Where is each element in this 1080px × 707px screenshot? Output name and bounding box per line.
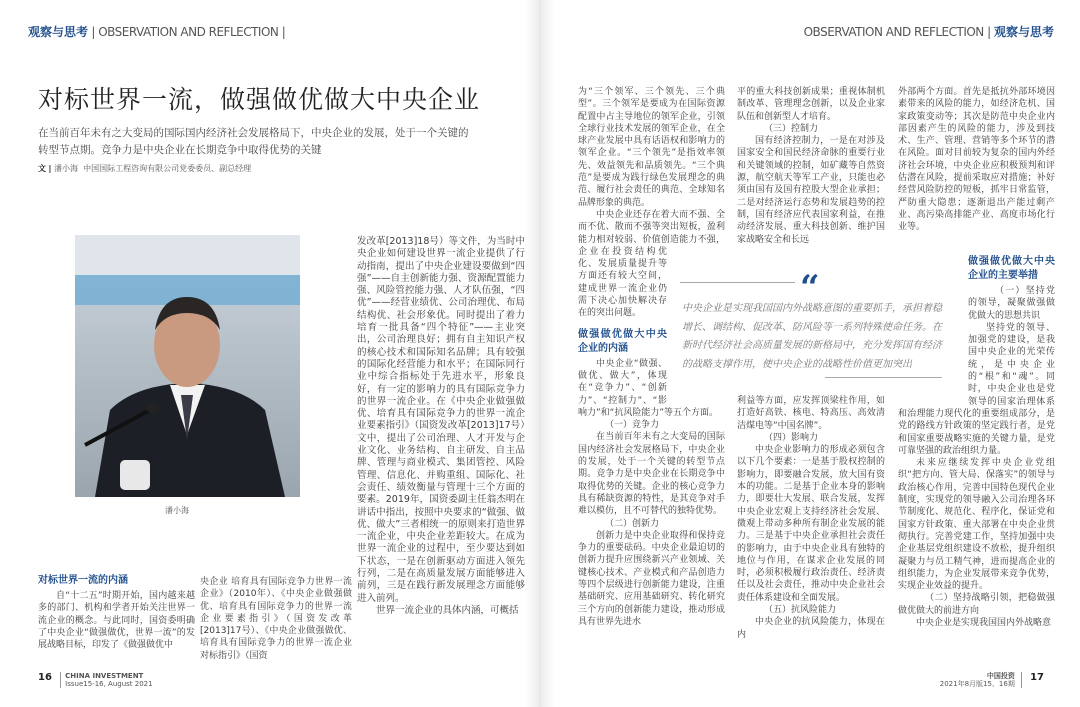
section-heading: 做强做优做大中央企业的主要举措 [968, 256, 1055, 281]
subsection-heading: （二）创新力 [605, 518, 660, 529]
quote-rule-bottom [825, 377, 942, 378]
paragraph: 未来应继续发挥中央企业党组织“把方向、管大局、保落实”的领导与政治核心作用，完善中国特色现代企业制度，实现党的领导融入公司治理各环节制度化、规范化、程序化，保证党和国家方针政策、重大部署在中央企业贯彻执行。完善党建工作，坚持加强中央企业基层党组织建设不放松，提升组织凝聚力与员工精气神，进而提高企业的组织能力，为企业发展带来竞争优势，实现企业效益的提升。 [898, 458, 1055, 592]
paragraph: 发改革[2013]18号）等文件，为当时中央企业如何建设世界一流企业提供了行动指南，提出了中央企业建设要做到“四强”——自主创新能力强、资源配置能力强、风险管控能力强、人才队伍强，“四优”——经营业绩优、公司治理优、布局结构优、社会形象优。同时提出了着力培育一批具备“四个特征”——主业突出，公司治理良好；拥有自主知识产权的核心技术和国际知名品牌；具有较强的国际化经营能力和水平；在国际同行业中综合指标处于先进水平，形象良好，有一定的影响力的具有国际竞争力的世界一流企业。在《中央企业做强做优、培育具有国际竞争力的世界一流企业要素指引》（国资发改革[2013]17号）文中，提出了公司治理、人才开发与企业文化、业务结构、自主研发、自主品牌、管理与商业模式、集团管控、风险管理、信息化、并购重组、国际化、社会责任、绩效衡量与管理十三个方面的要素。2019年，国资委副主任翁杰明在讲话中指出，按照中央要求的“做强、做优、做大”三者相统一的原则来打造世界一流企业，中央企业差距较大。在成为世界一流企业的过程中，至少要达到如下状态，一是在创新驱动方面进入领先行列，二是在高质量发展方面能够进入前列，三是在践行新发展理念方面能够进入前列。 [357, 236, 525, 604]
paragraph: 中央企业是实现我国国内外战略意 [916, 618, 1052, 629]
paragraph: 为“三个领军、三个领先、三个典型”。三个领军是要成为在国际资源配置中占主导地位的领军企业，引领全球行业技术发展的领军企业，在全球产业发展中具有话语权和影响力的领军企业。“三个领先”是指效率领先、效益领先和品质领先。“三个典范”是要成为践行绿色发展理念的典范、履行社会责任的典范、全球知名品牌形象的典范。 [578, 87, 725, 208]
issue-info: 2021年8月版15、16期 [939, 680, 1015, 688]
column-right-2-top [737, 86, 885, 245]
page-number: 16 [38, 672, 52, 683]
paragraph: 央企业 培育具有国际竞争力世界一流企业》（2010年）、《中央企业做强做优、培育具有国际竞争力的世界一流企业要素指引》（国资发改革[2013]17号）、《中央企业做强做优、培育具有国际竞争力的世界一流企业对标指引》（国资 [200, 577, 352, 661]
column-right-3-top [898, 86, 1055, 233]
issue-info: Issue15-16, August 2021 [65, 680, 153, 688]
paragraph: 自“十二五”时期开始，国内越来越多的部门、机构和学者开始关注世界一流企业的概念。与此同时，国资委明确了中央企业“做强做优，世界一流”的发展战略目标，印发了《做强做优中 [38, 591, 195, 651]
paragraph: 外部两个方面。首先是抵抗外部环境因素带来的风险的能力，如经济危机、国家政策变动等；其次是防范中央企业内部因素产生的风险的能力，涉及到技术、生产、管理、营销等多个环节的潜在风险。面对目前较为复杂的国内外经济社会环境，中央企业应积极预判和评估潜在风险，提前采取应对措施；补好经营风险防控的短板，抓牢日常监管，严防重大隐患；逐渐退出产能过剩产业、高污染高排能产业、高度市场化行业等。 [898, 87, 1055, 233]
section-name-cn: 观察与思考 [993, 25, 1054, 39]
paragraph: 中央企业影响力的形成必须包含以下几个要素：一是基于股权控制的影响力，即要融合发展，放大国有资本的功能。二是基于企业本身的影响力，即要壮大发展、联合发展，发挥中央企业宏观上支持经济社会发展、微观上带动多种所有制企业发展的能力。三是基于中央企业承担社会责任的影响力，由于中央企业具有独特的地位与作用，在谋求企业发展的同时，必须积极履行政治责任、经济责任以及社会责任，推动中央企业社会责任体系建设和全面发展。 [737, 445, 885, 603]
article-title: 对标世界一流，做强做优做大中央企业 [38, 85, 481, 114]
paragraph: 国有经济控制力，一是在对涉及国家安全和国民经济命脉的重要行业和关键领域的控制，如矿藏等自然资源，航空航天等军工产业，只能也必须由国有及国有控股大型企业承担；二是对经济运行态势和发展趋势的控制，国有经济应代表国家利益，在推动经济发展、重大科技创新、维护国家战略安全和长远 [737, 136, 885, 245]
author-name: 潘小海 [54, 164, 79, 173]
section-header-left [28, 23, 285, 40]
section-name-cn: 观察与思考 [28, 25, 89, 39]
photo-caption: 潘小海 [165, 506, 189, 515]
pull-quote-text: 中央企业是实现我国国内外战略意图的重要抓手，承担着稳增长、调结构、促改革、防风险等一系列特殊使命任务。在新时代经济社会高质量发展的新格局中，充分发挥国有经济的战略支撑作用，使中央企业的战略性价值更加突出 [682, 303, 942, 370]
quote-mark-icon: “ [800, 268, 820, 308]
separator: | [91, 25, 95, 39]
paragraph: 在当前百年未有之大变局的国际国内经济社会发展格局下，中央企业的发展，处于一个关键的转型节点期。竞争力是中央企业在长期竞争中取得优势的关键。企业的核心竞争力具有稀缺资源的特性，是其竞争对手难以模仿，且不可替代的独特优势。 [578, 432, 725, 517]
author-line: 文 | 潘小海 中国国际工程咨询有限公司党委委员、副总经理 [38, 164, 252, 173]
paragraph: 世界一流企业的具体内涵，可概括 [376, 604, 519, 616]
page-number: 17 [1030, 672, 1044, 683]
paragraph: 中央企业“做强、做优、做大”，体现在“竞争力”、“创新力”、“控制力”、“影响力”和“抗风险能力”等五个方面。 [578, 358, 718, 418]
paragraph: 利益等方面，应发挥顶梁柱作用，如打造好高铁、核电、特高压、高效清洁煤电等“中国名牌”。 [737, 396, 885, 431]
section-name-en: OBSERVATION AND REFLECTION [803, 25, 984, 39]
section-name-en: OBSERVATION AND REFLECTION [98, 25, 279, 39]
paragraph: 坚持党的领导、加强党的建设，是我国中央企业的光荣传统，是中央企业的“根”和“魂”。同时，中央企业也是党领导的国家治理体系和治理能力现代化的重要组成部分，是党的路线方针政策的坚定践行者，是党和国家重要战略实施的关键力量，是党可靠坚强的政治组织力量。 [898, 322, 1055, 456]
column-left-1 [38, 574, 195, 674]
page-gutter [525, 0, 555, 707]
article-subtitle: 在当前百年未有之大变局的国际国内经济社会发展格局下，中央企业的发展，处于一个关键的转型节点期。竞争力是中央企业在长期竞争中取得优势的关键 [38, 127, 469, 156]
footer-right [940, 672, 1044, 688]
author-prefix: 文 [38, 164, 46, 173]
portrait-illustration [75, 235, 300, 497]
magazine-name: 中国投资 [986, 672, 1015, 680]
author-title: 中国国际工程咨询有限公司党委委员、副总经理 [83, 164, 252, 173]
quote-rule-top [680, 282, 795, 283]
pull-quote [680, 268, 942, 380]
column-left-2 [200, 576, 352, 676]
separator: | [987, 25, 991, 39]
magazine-name: CHINA INVESTMENT [65, 672, 144, 680]
subsection-heading: （三）控制力 [764, 123, 819, 134]
column-right-2-bottom [737, 395, 885, 665]
section-heading: 做强做优做大中央企业的内涵 [578, 328, 667, 354]
footer-left [38, 672, 153, 688]
column-left-3 [357, 236, 525, 656]
section-header-right [804, 23, 1054, 40]
subsection-heading: （五）抗风险能力 [764, 605, 837, 616]
section-heading: 对标世界一流的内涵 [38, 575, 128, 586]
paragraph: 中央企业还存在着大而不强、全而不优、散而不强等突出短板，盈利能力相对较弱、价值创造能力不强，企业在投资结构优化、发展质量提升等方面还有较大空间，建成世界一流企业仍需下决心加快解决存在的突出问题。 [578, 209, 725, 319]
subsection-heading: （二）坚持战略引领，把稳做强做优做大的前进方向 [898, 593, 1055, 616]
separator: | [281, 25, 286, 39]
paragraph: 平的重大科技创新成果；重视体制机制改革、管理理念创新，以及企业家队伍和创新型人才培育。 [737, 87, 885, 122]
subsection-heading: （一）竞争力 [605, 420, 660, 431]
paragraph: 创新力是中央企业取得和保持竞争力的重要砝码。中央企业最迫切的创新力提升应围绕新兴产业领域、关键核心技术、产业模式和产品创造力等四个层级进行创新能力建设，注重基础研究、应用基础研究、转化研究三个方向的创新能力建设，推动形成具有世界先进水 [578, 530, 725, 627]
paragraph: 中央企业的抗风险能力，体现在内 [737, 617, 885, 640]
author-photo [75, 235, 300, 497]
subsection-heading: （一）坚持党的领导，凝聚做强做优做大的思想共识 [968, 286, 1055, 321]
subsection-heading: （四）影响力 [764, 432, 819, 443]
